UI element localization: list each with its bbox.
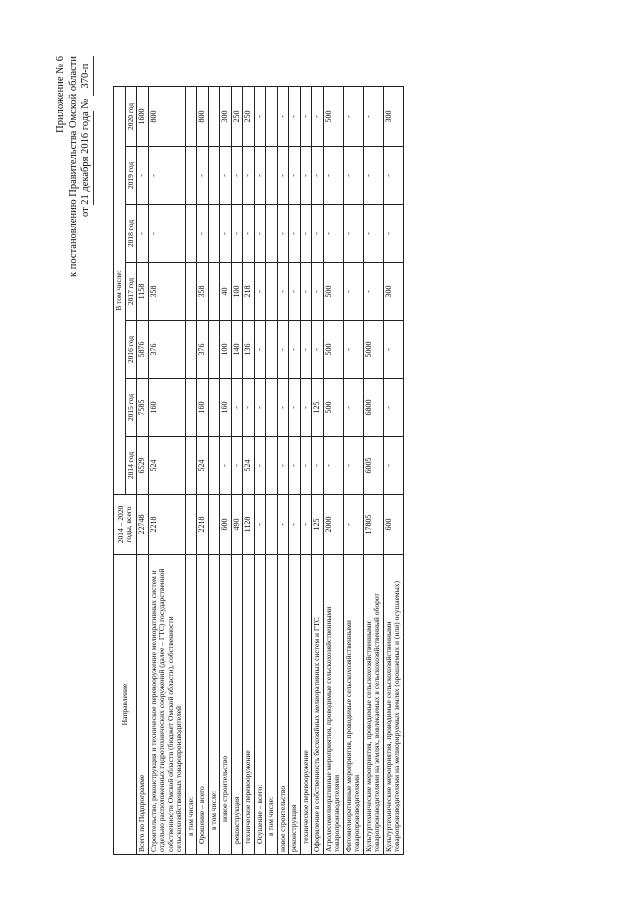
table-row [137, 86, 149, 854]
table-body [137, 86, 404, 854]
row-total: - [277, 495, 289, 555]
year-header: 2014 год [125, 437, 137, 495]
year-value: - [137, 147, 149, 205]
year-value: 250 [231, 86, 243, 146]
year-value: - [289, 321, 301, 379]
year-value [185, 147, 197, 205]
year-value [266, 379, 278, 437]
year-value: 6529 [137, 437, 149, 495]
year-value [208, 379, 220, 437]
year-value: - [254, 86, 266, 146]
year-value: 524 [148, 437, 185, 495]
year-value: - [323, 437, 343, 495]
year-value: 376 [148, 321, 185, 379]
year-value [208, 263, 220, 321]
year-value: - [300, 437, 312, 495]
year-value: - [220, 205, 232, 263]
year-value: - [289, 205, 301, 263]
year-value: - [289, 263, 301, 321]
table-row [243, 86, 255, 854]
row-label: Строительство, реконструкция и техническое перевооружение мелиоративных систем и отдельно расположенных гидротехнических сооружений (далее – ГТС) государственной собственности Омской области (бюджет Омской области), собственности сельскохозяйственных товаропроизводителей [148, 555, 185, 855]
year-value: 1158 [137, 263, 149, 321]
row-total: - [343, 495, 363, 555]
year-value: 1600 [137, 86, 149, 146]
year-header: 2015 год [125, 379, 137, 437]
year-value: 358 [197, 263, 209, 321]
year-value: - [197, 147, 209, 205]
year-value: 5000 [363, 321, 383, 379]
row-label: Орошение – всего [197, 555, 209, 855]
year-value [266, 263, 278, 321]
row-label: новое строительство [220, 555, 232, 855]
year-value [266, 321, 278, 379]
year-value [266, 86, 278, 146]
year-value: 160 [148, 379, 185, 437]
year-value: 100 [220, 321, 232, 379]
year-header: 2018 год [125, 205, 137, 263]
row-total: 22748 [137, 495, 149, 555]
row-label: реконструкция [231, 555, 243, 855]
row-label: техническое перевооружение [300, 555, 312, 855]
year-value: - [343, 147, 363, 205]
year-value: - [300, 379, 312, 437]
year-value: - [343, 379, 363, 437]
table-row [277, 86, 289, 854]
row-label: Всего по Подпрограмме [137, 555, 149, 855]
table-row [312, 86, 324, 854]
year-value: 800 [197, 86, 209, 146]
table-row [289, 86, 301, 854]
year-value: - [243, 147, 255, 205]
year-value: - [343, 437, 363, 495]
year-value: - [231, 437, 243, 495]
year-value: - [312, 321, 324, 379]
year-value: 6005 [363, 437, 383, 495]
funding-table [113, 86, 404, 855]
row-total: - [254, 495, 266, 555]
year-value: 136 [243, 321, 255, 379]
year-value: - [220, 147, 232, 205]
year-value: 300 [220, 86, 232, 146]
year-value: - [363, 205, 383, 263]
year-value: - [254, 263, 266, 321]
year-value [208, 437, 220, 495]
total-header: 2014 – 2020 годы, всего [114, 495, 137, 555]
year-value: - [148, 147, 185, 205]
year-value: - [363, 263, 383, 321]
year-value: - [312, 205, 324, 263]
year-value: - [231, 147, 243, 205]
year-value: - [254, 321, 266, 379]
row-total [185, 495, 197, 555]
year-value [185, 205, 197, 263]
row-label: в том числе: [185, 555, 197, 855]
row-label: в том числе: [266, 555, 278, 855]
year-value: - [300, 263, 312, 321]
document-page [49, 26, 549, 882]
year-value: - [137, 205, 149, 263]
row-total [266, 495, 278, 555]
year-value: - [323, 147, 343, 205]
year-value: 300 [383, 86, 403, 146]
year-value [208, 147, 220, 205]
year-value: - [254, 205, 266, 263]
row-label: Оформление в собственность бесхозяйных мелиоративных систем и ГТС [312, 555, 324, 855]
year-value: - [312, 437, 324, 495]
year-value: 524 [243, 437, 255, 495]
year-value: - [383, 205, 403, 263]
year-value: - [343, 321, 363, 379]
row-total: 2218 [197, 495, 209, 555]
year-value: - [383, 437, 403, 495]
year-value: - [343, 263, 363, 321]
year-value: 250 [243, 86, 255, 146]
table-row [197, 86, 209, 854]
number-label: № [80, 98, 91, 109]
year-value: 160 [197, 379, 209, 437]
year-value: - [312, 86, 324, 146]
year-value: - [277, 205, 289, 263]
year-value: 524 [197, 437, 209, 495]
year-value [266, 205, 278, 263]
year-value [185, 86, 197, 146]
row-label: Фитомелиоративные мероприятия, проводимые сельскохозяйственными товаропроизводителями [343, 555, 363, 855]
year-value: - [148, 205, 185, 263]
year-value: 160 [220, 379, 232, 437]
decree-number: 370-п [80, 56, 94, 96]
year-value [208, 321, 220, 379]
year-value: - [289, 86, 301, 146]
year-value: 125 [312, 379, 324, 437]
year-value: 800 [148, 86, 185, 146]
year-value: - [383, 321, 403, 379]
year-value: - [383, 147, 403, 205]
table-row [148, 86, 185, 854]
row-total: 1128 [243, 495, 255, 555]
year-value: - [343, 86, 363, 146]
row-total: 2218 [148, 495, 185, 555]
row-label: Культуртехнические мероприятия, проводимые сельскохозяйственными товаропроизводителями на землях, вовлекаемых в сельскохозяйственный оборот [363, 555, 383, 855]
year-value: - [243, 205, 255, 263]
table-row [363, 86, 383, 854]
year-value: - [277, 379, 289, 437]
year-value: - [254, 437, 266, 495]
table-row [300, 86, 312, 854]
row-total: 600 [220, 495, 232, 555]
row-label: Осушение – всего: [254, 555, 266, 855]
year-value: - [220, 437, 232, 495]
year-header: 2016 год [125, 321, 137, 379]
table-row [266, 86, 278, 854]
year-header: 2019 год [125, 147, 137, 205]
row-total: 2000 [323, 495, 343, 555]
year-header: 2020 год [125, 86, 137, 146]
year-value: - [300, 147, 312, 205]
appendix-reference: к постановлению Правительства Омской области [67, 56, 79, 277]
including-header: В том числе: [114, 86, 126, 494]
row-label: в том числе: [208, 555, 220, 855]
year-value: - [312, 147, 324, 205]
year-value: 100 [231, 263, 243, 321]
year-value: - [231, 205, 243, 263]
table-row [185, 86, 197, 854]
row-label: Агролесомелиоративные мероприятия, проводимые сельскохозяйственными товаропроизводителями [323, 555, 343, 855]
year-value: 300 [383, 263, 403, 321]
table-row [220, 86, 232, 854]
year-value: - [254, 379, 266, 437]
year-value: 500 [323, 263, 343, 321]
year-value: - [277, 437, 289, 495]
year-value [185, 379, 197, 437]
year-value [208, 86, 220, 146]
from-label: от [80, 207, 91, 218]
row-label: Культуртехнические мероприятия, проводимые сельскохозяйственными товаропроизводителями на мелиорируемых землях (орошаемых и (или) осушаемых) [383, 555, 403, 855]
year-value [185, 321, 197, 379]
year-value: 6800 [363, 379, 383, 437]
year-value: - [231, 379, 243, 437]
year-value: - [300, 86, 312, 146]
year-value: - [254, 147, 266, 205]
decree-date: 21 декабря 2016 года [80, 111, 94, 204]
year-value: - [277, 147, 289, 205]
table-row [343, 86, 363, 854]
year-value: 218 [243, 263, 255, 321]
year-value: - [383, 379, 403, 437]
year-value: - [289, 437, 301, 495]
year-value: 358 [148, 263, 185, 321]
row-label: техническое перевооружение [243, 555, 255, 855]
year-header: 2017 год [125, 263, 137, 321]
year-value: - [300, 205, 312, 263]
row-total: 600 [383, 495, 403, 555]
year-value: 376 [197, 321, 209, 379]
appendix-number: Приложение № 6 [55, 56, 66, 133]
row-total: 17805 [363, 495, 383, 555]
year-value: - [323, 205, 343, 263]
year-value [266, 437, 278, 495]
year-value: - [363, 147, 383, 205]
row-total: - [289, 495, 301, 555]
year-value [208, 205, 220, 263]
year-value: - [277, 321, 289, 379]
table-row [208, 86, 220, 854]
row-total: 490 [231, 495, 243, 555]
row-total: - [300, 495, 312, 555]
direction-header: Направление [114, 555, 137, 855]
year-value: - [277, 263, 289, 321]
year-value [185, 263, 197, 321]
year-value: 7585 [137, 379, 149, 437]
year-value: - [277, 86, 289, 146]
year-value: 500 [323, 379, 343, 437]
year-value: - [312, 263, 324, 321]
year-value [266, 147, 278, 205]
year-value: - [289, 147, 301, 205]
year-value: 500 [323, 86, 343, 146]
year-value: - [289, 379, 301, 437]
year-value: - [363, 86, 383, 146]
year-value: 5876 [137, 321, 149, 379]
year-value: 140 [231, 321, 243, 379]
year-value [185, 437, 197, 495]
year-value: - [300, 321, 312, 379]
year-value: - [197, 205, 209, 263]
row-total [208, 495, 220, 555]
row-total: 125 [312, 495, 324, 555]
appendix-header [55, 56, 94, 277]
table-row [231, 86, 243, 854]
table-header-row [114, 86, 126, 854]
row-label: реконструкция [289, 555, 301, 855]
table-row [323, 86, 343, 854]
appendix-date-line [80, 56, 94, 277]
table-row [383, 86, 403, 854]
year-value: 500 [323, 321, 343, 379]
table-row [254, 86, 266, 854]
row-label: новое строительство [277, 555, 289, 855]
year-value: - [243, 379, 255, 437]
year-value: - [343, 205, 363, 263]
year-value: 40 [220, 263, 232, 321]
